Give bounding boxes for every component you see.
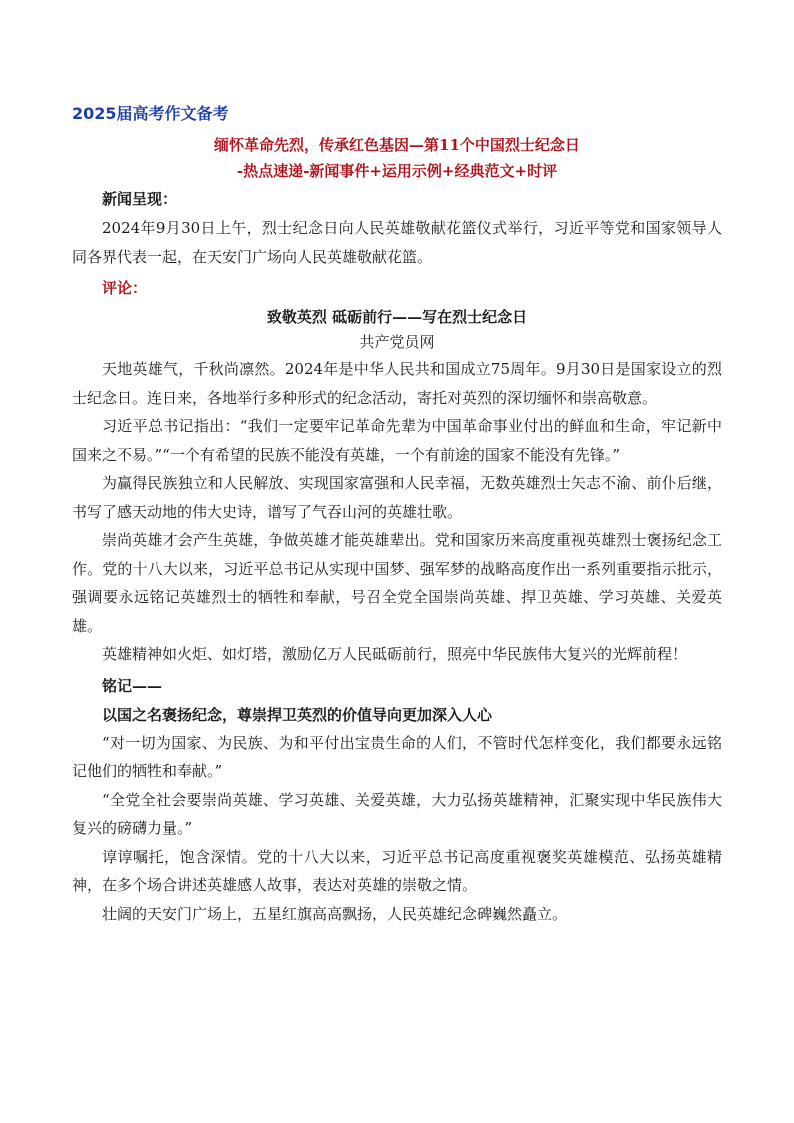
remember-paragraph: 谆谆嘱托，饱含深情。党的十八大以来，习近平总书记高度重视褒奖英雄模范、弘扬英雄精神，在多个场合讲述英雄感人故事，表达对英雄的崇敬之情。: [72, 847, 722, 894]
remember-paragraph: 壮阔的天安门广场上，五星红旗高高飘扬，人民英雄纪念碑巍然矗立。: [102, 904, 568, 923]
remember-paragraph: “对一切为国家、为民族、为和平付出宝贵生命的人们，不管时代怎样变化，我们都要永远铭记他们的牺牲和奉献。”: [72, 733, 722, 780]
remember-label: 铭记——: [102, 676, 163, 695]
document-page: [72, 102, 722, 928]
comment-paragraph: 崇尚英雄才会产生英雄，争做英雄才能英雄辈出。党和国家历来高度重视英雄烈士褒扬纪念工作。党的十八大以来，习近平总书记从实现中国梦、强军梦的战略高度作出一系列重要指示批示，强调要永远铭记英雄烈士的牺牲和奉献，号召全党全国崇尚英雄、捍卫英雄、学习英雄、关爱英雄。: [72, 531, 722, 635]
comment-paragraph: 为赢得民族独立和人民解放、实现国家富强和人民幸福，无数英雄烈士矢志不渝、前仆后继，书写了感天动地的伟大史诗，谱写了气吞山河的英雄壮歌。: [72, 474, 722, 521]
doc-title: 2025届高考作文备考: [72, 104, 229, 123]
remember-subtitle: 以国之名褒扬纪念，尊崇捍卫英烈的价值导向更加深入人心: [102, 705, 493, 724]
comment-paragraph: 英雄精神如火炬、如灯塔，激励亿万人民砥砺前行，照亮中华民族伟大复兴的光辉前程！: [102, 645, 688, 663]
article-source: 共产党员网: [359, 333, 435, 351]
article-title: 致敬英烈 砥砺前行——写在烈士纪念日: [266, 308, 528, 326]
comment-paragraph: 天地英雄气，千秋尚凛然。2024年是中华人民共和国成立75周年。9月30日是国家设立的烈士纪念日。连日来，各地举行多种形式的纪念活动，寄托对英烈的深切缅怀和崇高敬意。: [72, 360, 722, 407]
comment-paragraph: 习近平总书记指出：“我们一定要牢记革命先辈为中国革命事业付出的鲜血和生命，牢记新中国来之不易。”“一个有希望的民族不能没有英雄，一个有前途的国家不能没有先锋。”: [72, 417, 722, 464]
remember-paragraph: “全党全社会要崇尚英雄、学习英雄、关爱英雄，大力弘扬英雄精神，汇聚实现中华民族伟大复兴的磅礴力量。”: [72, 790, 722, 837]
comment-label: 评论：: [102, 279, 148, 297]
news-label: 新闻呈现：: [102, 190, 178, 208]
subheadline: -热点速递-新闻事件+运用示例+经典范文+时评: [236, 162, 558, 180]
news-paragraph: 2024年9月30日上午，烈士纪念日向人民英雄敬献花篮仪式举行，习近平等党和国家领导人同各界代表一起，在天安门广场向人民英雄敬献花篮。: [72, 219, 722, 266]
headline: 缅怀革命先烈，传承红色基因—第11个中国烈士纪念日: [214, 136, 580, 154]
